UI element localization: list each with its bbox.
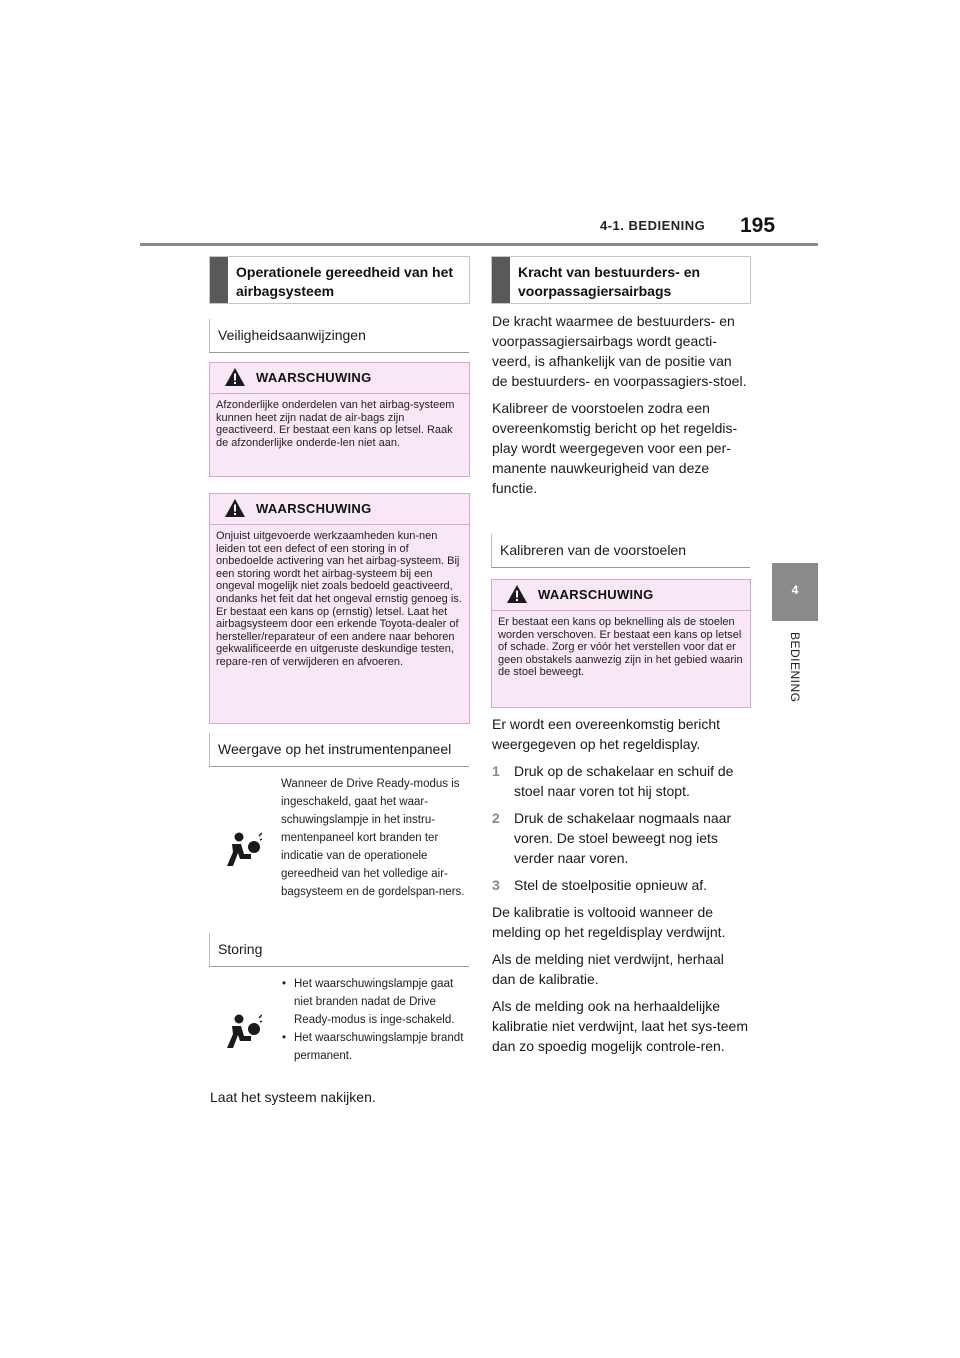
section-bar xyxy=(210,257,228,303)
step-text: Druk op de schakelaar en schuif de stoel naar voren tot hij stopt. xyxy=(514,763,734,799)
airbag-warning-icon xyxy=(222,830,262,870)
warning-header xyxy=(210,494,469,525)
paragraph: Als de melding niet verdwijnt, herhaal dan de kalibratie. xyxy=(492,951,724,987)
warning-triangle-icon xyxy=(506,584,528,604)
section-header: 4-1. BEDIENING xyxy=(600,218,706,233)
step-number: 3 xyxy=(492,877,500,893)
warning-box xyxy=(491,579,751,708)
display-description: Wanneer de Drive Ready-modus is ingeschakeld, gaat het waar-schuwingslampje in het instru-mentenpaneel kort branden ter indicatie van de operationele gereedheid van het volledige air-bagsysteem en de gordelspan-ners. xyxy=(281,778,465,898)
subheading-display: Weergave op het instrumentenpaneel xyxy=(209,733,469,767)
list-item: • Het waarschuwingslampje gaat niet branden nadat de Drive Ready-modus is inge-schakeld. xyxy=(281,975,466,1029)
step-item xyxy=(492,808,750,868)
warning-text: Er bestaat een kans op beknelling als de stoelen worden verschoven. Er bestaat een kans op letsel of schade. Zorg er vóór het verstellen voor dat er geen obstakels aanwezig zijn in het gebied waarin de stoel beweegt. xyxy=(498,616,743,679)
paragraph: Kalibreer de voorstoelen zodra een overeenkomstig bericht op het regeldis-play wordt weergegeven voor een per-manente nauwkeurigheid van deze functie. xyxy=(492,400,738,496)
step-number: 1 xyxy=(492,763,500,779)
airbag-warning-icon xyxy=(222,1012,262,1052)
fault-bullet-list xyxy=(281,975,466,1065)
step-text: Stel de stoelpositie opnieuw af. xyxy=(514,877,708,893)
page-number: 195 xyxy=(740,214,776,237)
closing-text: Laat het systeem nakijken. xyxy=(210,1089,376,1105)
step-text: Druk de schakelaar nogmaals naar voren. De stoel beweegt nog iets verder naar voren. xyxy=(514,810,732,866)
section-title-box xyxy=(209,256,470,304)
paragraph: De kalibratie is voltooid wanneer de melding op het regeldisplay verdwijnt. xyxy=(492,904,726,940)
section-title-box xyxy=(491,256,751,304)
chapter-label: BEDIENING xyxy=(788,632,802,703)
subheading-fault: Storing xyxy=(209,933,469,967)
step-item xyxy=(492,761,750,801)
step-number: 2 xyxy=(492,810,500,826)
warning-triangle-icon xyxy=(224,498,246,518)
list-item: • Het waarschuwingslampje brandt permanent. xyxy=(281,1029,466,1065)
chapter-tab xyxy=(772,563,818,621)
header-rule xyxy=(140,243,818,246)
chapter-number: 4 xyxy=(791,583,799,597)
section-title: Kracht van bestuurders- en voorpassagiersairbags xyxy=(518,264,701,299)
warning-box xyxy=(209,493,470,724)
warning-title: WAARSCHUWING xyxy=(256,501,372,516)
paragraph: De kracht waarmee de bestuurders- en voorpassagiersairbags wordt geacti-veerd, is afhankelijk van de positie van de bestuurders- en voorpassagiers-stoel. xyxy=(492,313,747,389)
section-bar xyxy=(492,257,510,303)
warning-title: WAARSCHUWING xyxy=(538,587,654,602)
warning-text: Onjuist uitgevoerde werkzaamheden kun-nen leiden tot een defect of een storing in of onbedoelde activering van het airbag-systeem. Bij een storing wordt het airbag-systeem bij een ongeval mogelijk niet zoals bedoeld geactiveerd, ondanks het feit dat het ongeval ernstig genoeg is. Er bestaat een kans op (ernstig) letsel. Laat het airbagsysteem door een erkende Toyota-dealer of hersteller/reparateur of een andere naar behoren gekwalificeerde en uitgeruste deskundige testen, repare-ren of verwijderen en afvoeren. xyxy=(216,530,462,668)
warning-header xyxy=(210,363,469,394)
subheading-calibration: Kalibreren van de voorstoelen xyxy=(491,534,750,568)
warning-triangle-icon xyxy=(224,367,246,387)
warning-box xyxy=(209,362,470,477)
paragraph: Als de melding ook na herhaaldelijke kalibratie niet verdwijnt, laat het sys-teem dan zo spoedig mogelijk controle-ren. xyxy=(492,998,748,1054)
right-text-block-1 xyxy=(492,311,750,505)
warning-title: WAARSCHUWING xyxy=(256,370,372,385)
section-title: Operationele gereedheid van het airbagsysteem xyxy=(236,264,454,299)
warning-header xyxy=(492,580,750,611)
paragraph: Er wordt een overeenkomstig bericht weergegeven op het regeldisplay. xyxy=(492,716,720,752)
warning-text: Afzonderlijke onderdelen van het airbag-systeem kunnen heet zijn nadat de air-bags zijn geactiveerd. Er bestaat een kans op letsel. Raak de afzonderlijke onderde-len niet aan. xyxy=(216,399,455,449)
subheading-safety: Veiligheidsaanwijzingen xyxy=(209,319,469,353)
step-item xyxy=(492,875,750,895)
right-text-block-2 xyxy=(492,714,750,1063)
